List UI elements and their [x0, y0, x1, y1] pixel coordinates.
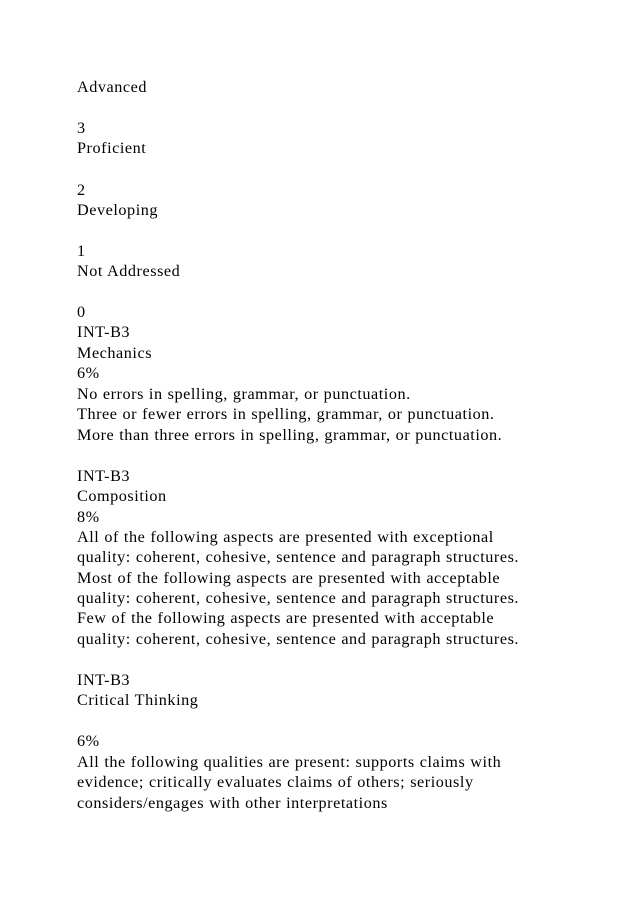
composition-developing-text: Few of the following aspects are presented with acceptable: [77, 609, 495, 627]
critical-thinking-advanced-text: evidence; critically evaluates claims of others; seriously: [77, 773, 474, 791]
criterion-weight: 8%: [77, 508, 100, 526]
rubric-level-proficient: Proficient: [77, 139, 147, 157]
criterion-weight: 6%: [77, 732, 100, 750]
rubric-score-2: 2: [77, 181, 86, 199]
composition-developing-text: quality: coherent, cohesive, sentence and paragraph structures.: [77, 630, 520, 648]
composition-proficient-text: Most of the following aspects are presented with acceptable: [77, 569, 501, 587]
composition-advanced-text: quality: coherent, cohesive, sentence and paragraph structures.: [77, 548, 520, 566]
rubric-level-advanced: Advanced: [77, 78, 148, 96]
criterion-weight: 6%: [77, 364, 100, 382]
criterion-code: INT-B3: [77, 323, 131, 341]
criterion-code: INT-B3: [77, 467, 131, 485]
critical-thinking-advanced-text: considers/engages with other interpretations: [77, 794, 388, 812]
composition-advanced-text: All of the following aspects are presented with exceptional: [77, 528, 494, 546]
criterion-name-mechanics: Mechanics: [77, 344, 153, 362]
criterion-name-composition: Composition: [77, 487, 167, 505]
criterion-code: INT-B3: [77, 671, 131, 689]
rubric-score-0: 0: [77, 303, 86, 321]
mechanics-developing-text: More than three errors in spelling, grammar, or punctuation.: [77, 426, 503, 444]
composition-proficient-text: quality: coherent, cohesive, sentence and paragraph structures.: [77, 589, 520, 607]
rubric-score-1: 1: [77, 242, 86, 260]
mechanics-proficient-text: Three or fewer errors in spelling, grammar, or punctuation.: [77, 405, 495, 423]
mechanics-advanced-text: No errors in spelling, grammar, or punctuation.: [77, 385, 411, 403]
rubric-level-developing: Developing: [77, 201, 159, 219]
criterion-name-critical-thinking: Critical Thinking: [77, 691, 199, 709]
rubric-score-3: 3: [77, 119, 86, 137]
rubric-level-not-addressed: Not Addressed: [77, 262, 181, 280]
critical-thinking-advanced-text: All the following qualities are present: supports claims with: [77, 753, 502, 771]
